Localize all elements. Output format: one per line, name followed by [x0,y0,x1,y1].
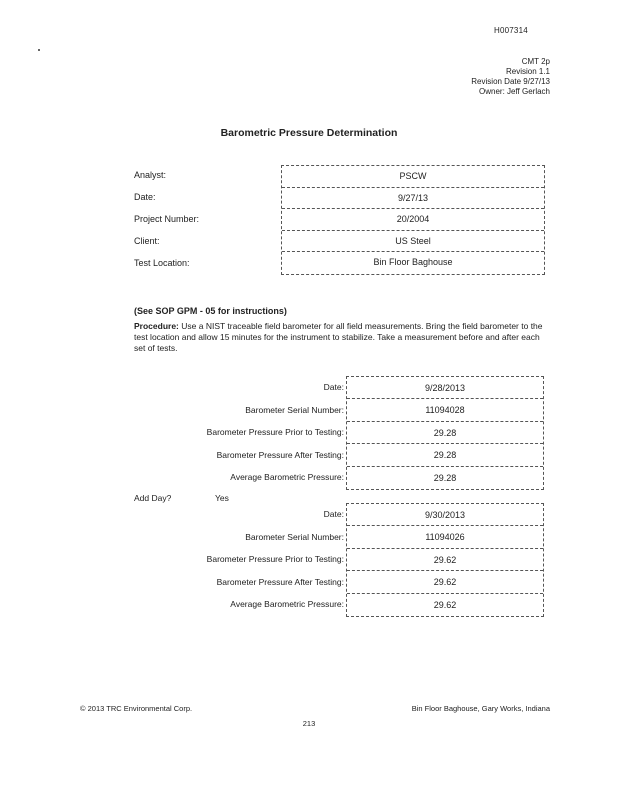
meas2-serial-label: Barometer Serial Number: [245,532,344,542]
revision-block [471,57,550,97]
page-title: Barometric Pressure Determination [220,127,398,139]
meas1-average-value: 29.28 [433,472,457,483]
analyst-label: Analyst: [134,170,167,180]
meta-line: Revision Date 9/27/13 [471,77,550,86]
test-location-label: Test Location: [134,258,190,268]
client-value: US Steel [282,231,544,253]
meas1-serial-label: Barometer Serial Number: [245,405,344,415]
meas1-after-value: 29.28 [347,444,543,466]
analyst-value: PSCW [282,166,544,188]
sop-reference: (See SOP GPM - 05 for instructions) [134,306,287,316]
meas2-serial-value: 11094026 [347,526,543,548]
scan-speck [38,49,40,51]
procedure-body: Use a NIST traceable field barometer for all field measurements. Bring the field barometer to the test location and allow 15 minutes for the instrument to stabilize. Take a measurement before and after each set of tests. [134,321,543,353]
procedure-text [134,321,544,354]
info-table [281,165,545,275]
meas1-serial-value: 11094028 [347,399,543,421]
project-number-label: Project Number: [134,214,200,224]
document-id: H007314 [494,26,528,35]
page-number: 213 [302,719,316,728]
meas1-prior-value: 29.28 [347,422,543,444]
meas2-date-value: 9/30/2013 [347,504,543,526]
meas2-date-label: Date: [323,509,344,519]
meas2-after-value: 29.62 [347,571,543,593]
meas1-prior-label: Barometer Pressure Prior to Testing: [206,427,344,437]
measurement-table-1 [346,376,544,490]
meas2-prior-label: Barometer Pressure Prior to Testing: [206,554,344,564]
footer-copyright: © 2013 TRC Environmental Corp. [80,704,193,713]
date-label: Date: [134,192,156,202]
measurement-table-2 [346,503,544,617]
meas2-average-label: Average Barometric Pressure: [230,599,344,609]
meas2-prior-value: 29.62 [347,549,543,571]
date-value: 9/27/13 [282,188,544,210]
meta-line: Revision 1.1 [505,67,550,76]
meta-line: Owner: Jeff Gerlach [479,87,550,96]
meta-line: CMT 2p [521,57,550,66]
meas2-average-value: 29.62 [433,599,457,610]
project-number-value: 20/2004 [282,209,544,231]
client-label: Client: [134,236,160,246]
footer-location: Bin Floor Baghouse, Gary Works, Indiana [411,704,550,713]
meas1-after-label: Barometer Pressure After Testing: [216,450,344,460]
meas1-date-label: Date: [323,382,344,392]
add-day-value: Yes [215,493,229,503]
meas2-after-label: Barometer Pressure After Testing: [216,577,344,587]
meas1-date-value: 9/28/2013 [347,377,543,399]
meas1-average-label: Average Barometric Pressure: [230,472,344,482]
add-day-label: Add Day? [134,493,172,503]
test-location-value: Bin Floor Baghouse [373,257,453,268]
procedure-lead: Procedure: [134,321,179,331]
